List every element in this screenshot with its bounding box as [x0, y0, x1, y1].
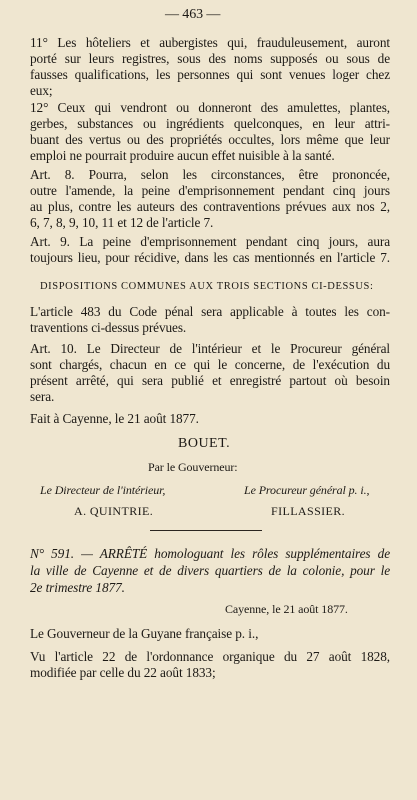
par-le-gouverneur: Par le Gouverneur:	[148, 460, 238, 474]
para-12-line-2: gerbes, substances ou ingrédients quelconques, en leur attri-	[30, 116, 390, 131]
art-9-line-1: Art. 9. La peine d'emprisonnement pendant cinq jours, aura	[30, 234, 390, 249]
para-11-line-1: 11° Les hôteliers et aubergistes qui, frauduleusement, auront	[30, 35, 390, 50]
vu-line-2: modifiée par celle du 22 août 1833;	[30, 665, 216, 680]
para-11-line-2: porté sur leurs registres, sous des noms supposés ou sous de	[30, 51, 390, 66]
art-10-line-2: sont chargés, chacun en ce qui le concerne, de l'exécution du	[30, 357, 390, 372]
page-number: — 463 —	[165, 7, 221, 22]
no591-line-2: la ville de Cayenne et de divers quartiers de la colonie, pour le	[30, 563, 390, 578]
dispositions-heading: DISPOSITIONS COMMUNES AUX TROIS SECTIONS CI-DESSUS:	[40, 281, 374, 292]
art-8-line-1: Art. 8. Pourra, selon les circonstances, être prononcée,	[30, 167, 390, 182]
para-12-line-1: 12° Ceux qui vendront ou donneront des amulettes, plantes,	[30, 100, 390, 115]
para-12-line-3: buant des vertus ou des propriétés occultes, lors même que leur	[30, 132, 390, 147]
para-11-line-4: eux;	[30, 83, 53, 98]
procureur-name: FILLASSIER.	[271, 504, 346, 518]
art-10-line-3: présent arrêté, qui sera publié et enregistré partout où besoin	[30, 373, 390, 388]
para-12-line-4: emploi ne pourrait produire aucun effet nuisible à la santé.	[30, 148, 335, 163]
art-483-line-1: L'article 483 du Code pénal sera applicable à toutes les con-	[30, 304, 390, 319]
no591-line-3: 2e trimestre 1877.	[30, 580, 125, 595]
directeur-title: Le Directeur de l'intérieur,	[40, 483, 166, 497]
dateline: Cayenne, le 21 août 1877.	[225, 602, 348, 616]
art-8-line-4: 6, 7, 8, 9, 10, 11 et 12 de l'article 7.	[30, 215, 214, 230]
art-10-line-4: sera.	[30, 389, 55, 404]
art-10-line-1: Art. 10. Le Directeur de l'intérieur et le Procureur général	[30, 341, 390, 356]
art-483-line-2: traventions ci-dessus prévues.	[30, 320, 187, 335]
art-8-line-3: au plus, contre les auteurs des contraventions prévues aux nos 2,	[30, 199, 390, 214]
art-9-line-2: toujours lieu, pour récidive, dans les cas mentionnés en l'article 7.	[30, 250, 390, 265]
para-11-line-3: fausses qualifications, les personnes qui sont venues loger chez	[30, 67, 390, 82]
directeur-name: A. QUINTRIE.	[74, 504, 154, 518]
art-8-line-2: outre l'amende, la peine d'emprisonnement pendant cinq jours	[30, 183, 390, 198]
vu-line-1: Vu l'article 22 de l'ordonnance organique du 27 août 1828,	[30, 649, 390, 664]
separator-rule	[150, 530, 262, 531]
signer-name: BOUET.	[178, 436, 231, 451]
gouverneur-line: Le Gouverneur de la Guyane française p. i.,	[30, 626, 259, 641]
procureur-title: Le Procureur général p. i.,	[244, 483, 370, 497]
no591-line-1: N° 591. — ARRÊTÉ homologuant les rôles supplémentaires de	[30, 546, 390, 561]
fait-line: Fait à Cayenne, le 21 août 1877.	[30, 411, 199, 426]
